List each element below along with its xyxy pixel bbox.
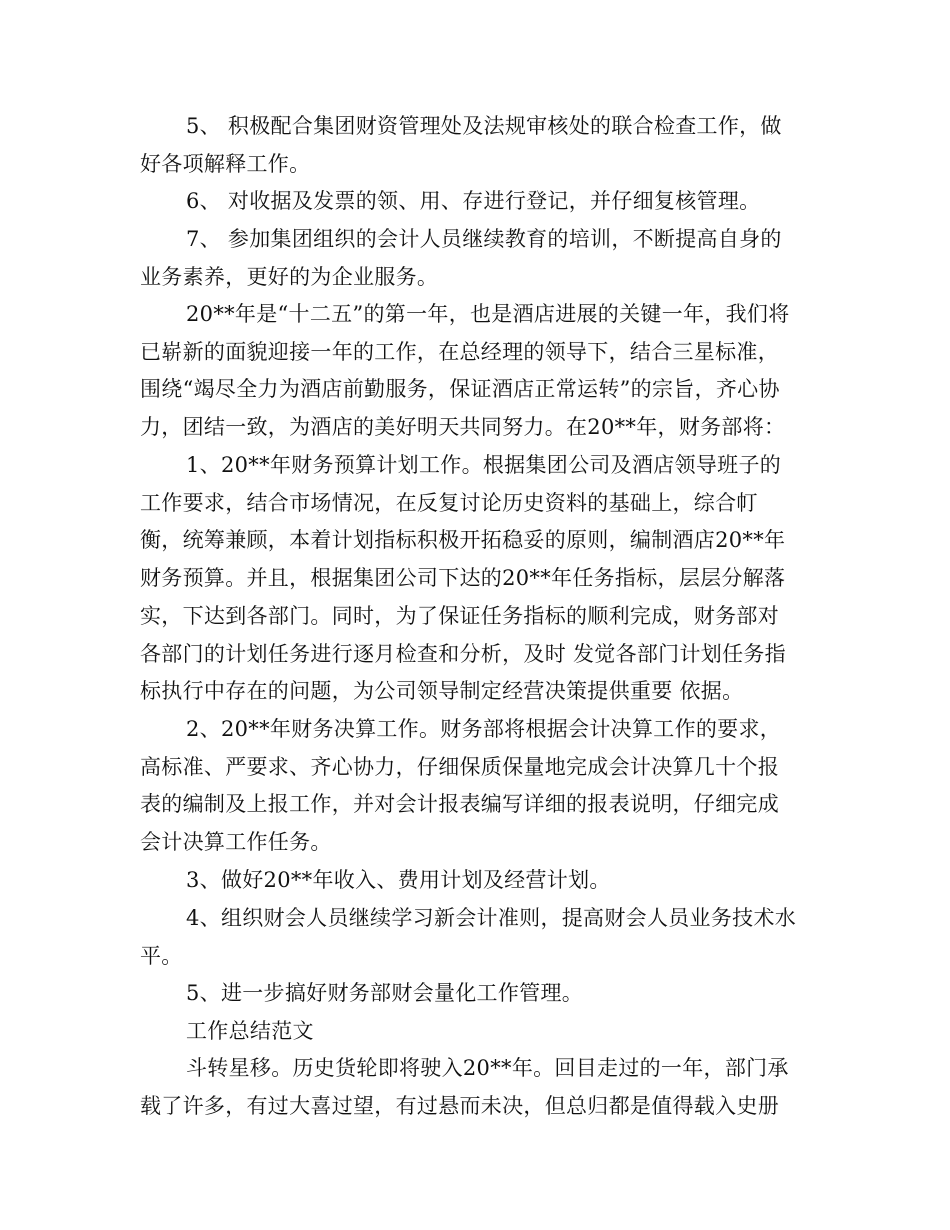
section-heading: 工作总结范文 [186, 1019, 314, 1043]
paragraph-staff-training: 4、组织财会人员继续学习新会计准则，提高财会人员业务技术水平。 [140, 906, 797, 968]
paragraph-income-plan: 3、做好20**年收入、费用计划及经营计划。 [186, 868, 611, 892]
paragraph-item-6-receipts: 6、 对收据及发票的领、用、存进行登记，并仔细复核管理。 [186, 189, 761, 213]
paragraph-budget-plan: 1、20**年财务预算计划工作。根据集团公司及酒店领导班子的工作要求，结合市场情况，在反复讨论历史资料的基础上，综合帄衡，统筹兼顾，本着计划指标积极开拓稳妥的原则，编制酒店20**年财务预算。并且，根据集团公司下达的20**年任务指标，层层分解落实，下达到各部门。同时，为了保证任务指标的顺利完成，财务部对各部门的计划任务进行逐月检查和分析，及时 发觉各部门计划任务指标执行中存在的问题，为公司领导制定经营决策提供重要 依据。 [140, 453, 786, 704]
paragraph-quantification: 5、进一步搞好财务部财会量化工作管理。 [186, 981, 584, 1005]
paragraph-summary-intro: 斗转星移。历史货轮即将驶入20**年。回目走过的一年，部门承载了许多，有过大喜过望，有过悬而未决，但总归都是值得载入史册 [140, 1056, 789, 1118]
paragraph-item-7-training: 7、 参加集团组织的会计人员继续教育的培训，不断提高自身的业务素养，更好的为企业服务。 [140, 227, 782, 289]
paragraph-item-5-joint-inspection: 5、 积极配合集团财资管理处及法规审核处的联合检查工作，做好各项解释工作。 [140, 114, 782, 176]
paragraph-year-overview: 20**年是“十二五”的第一年，也是酒店进展的关键一年，我们将已崭新的面貌迎接一年的工作，在总经理的领导下，结合三星标准，围绕“竭尽全力为酒店前勤服务，保证酒店正常运转”的宗旨，齐心协力，团结一致，为酒店的美好明天共同努力。在20**年，财务部将： [140, 302, 790, 440]
paragraph-final-accounts: 2、20**年财务决算工作。财务部将根据会计决算工作的要求，高标准、严要求、齐心协力，仔细保质保量地完成会计决算几十个报表的编制及上报工作，并对会计报表编写详细的报表说明，仔细完成会计决算工作任务。 [140, 717, 782, 855]
